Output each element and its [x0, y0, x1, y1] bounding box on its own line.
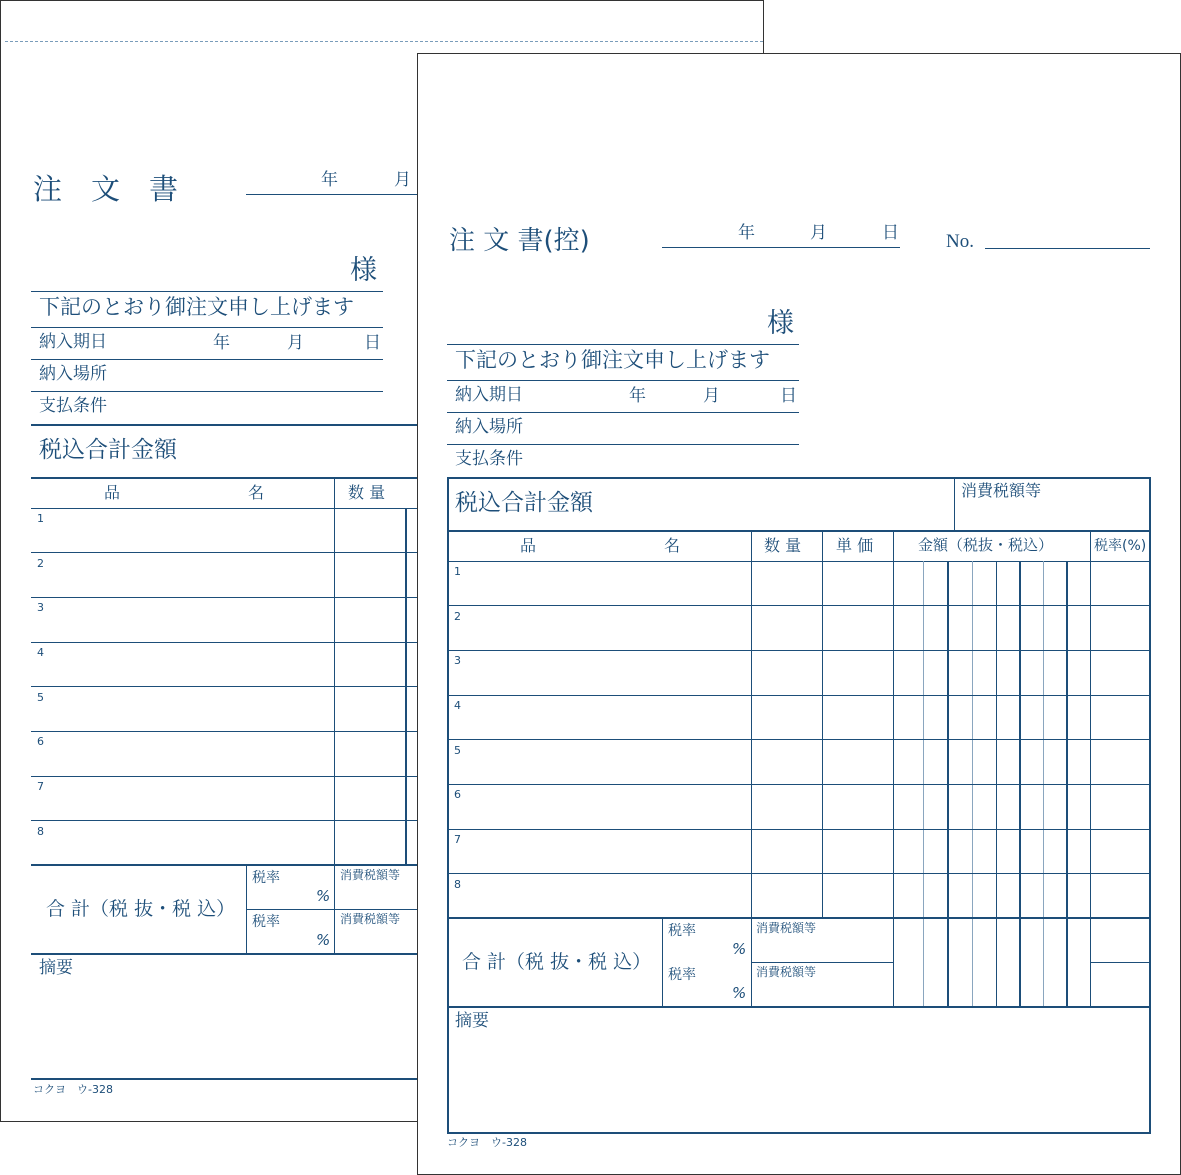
col-unit-price: 単 価 — [836, 536, 874, 555]
delivery-date-label: 納入期日 — [455, 385, 523, 405]
rule — [447, 561, 1151, 562]
row-number: 7 — [37, 780, 44, 793]
col-tax-rate: 税率(%) — [1094, 538, 1147, 554]
rule — [447, 784, 1151, 785]
rule — [31, 424, 431, 426]
col-qty: 数 量 — [348, 483, 386, 502]
sama-label: 様 — [767, 308, 794, 339]
remarks-label: 摘要 — [455, 1011, 489, 1031]
rule — [447, 530, 1151, 532]
rule — [31, 642, 431, 643]
rule — [31, 820, 431, 821]
row-number: 5 — [37, 691, 44, 704]
back-title: 注 文 書 — [33, 172, 179, 206]
row-number: 1 — [37, 512, 44, 525]
consumption-tax-header: 消費税額等 — [961, 481, 1042, 500]
rule — [31, 864, 431, 866]
sum-label: 合 計（税 抜・税 込） — [462, 951, 652, 973]
col-name: 名 — [248, 483, 265, 502]
row-number: 1 — [454, 565, 461, 578]
number-label: No. — [946, 231, 974, 252]
rule — [31, 552, 431, 553]
consumption-tax-label: 消費税額等 — [340, 912, 401, 926]
rule — [447, 412, 799, 413]
rule — [447, 605, 1151, 606]
delivery-date-day: 日 — [780, 386, 797, 406]
date-day: 日 — [882, 223, 899, 243]
rule — [31, 477, 431, 479]
percent-sign: % — [732, 940, 747, 958]
rule — [334, 478, 335, 865]
delivery-date-month: 月 — [703, 386, 720, 406]
payment-terms-label: 支払条件 — [39, 396, 107, 416]
rule — [1090, 962, 1150, 963]
tax-rate-label: 税率 — [668, 967, 696, 983]
footer-brand: コクヨ ウ-328 — [447, 1136, 527, 1149]
rule — [751, 531, 752, 918]
rule — [447, 444, 799, 445]
sum-label: 合 計（税 抜・税 込） — [46, 898, 236, 920]
date-month: 月 — [810, 223, 827, 243]
rule — [447, 1006, 1151, 1008]
rule — [31, 953, 431, 955]
row-number: 3 — [454, 654, 461, 667]
date-year: 年 — [738, 223, 755, 243]
rule — [31, 731, 431, 732]
row-number: 6 — [37, 735, 44, 748]
tax-rate-label: 税率 — [252, 870, 280, 886]
col-qty: 数 量 — [764, 536, 802, 555]
payment-terms-label: 支払条件 — [455, 449, 523, 469]
percent-sign: % — [316, 931, 331, 949]
percent-sign: % — [732, 984, 747, 1002]
perforation-line — [5, 41, 763, 42]
tax-rate-label: 税率 — [668, 923, 696, 939]
rule — [31, 508, 431, 509]
delivery-place-label: 納入場所 — [455, 417, 523, 437]
intro-text: 下記のとおり御注文申し上げます — [39, 295, 354, 319]
delivery-date-label: 納入期日 — [39, 332, 107, 352]
row-number: 5 — [454, 744, 461, 757]
rule — [893, 531, 894, 1008]
rule — [31, 327, 383, 328]
rule — [447, 873, 1151, 874]
number-line — [985, 248, 1150, 249]
consumption-tax-label: 消費税額等 — [756, 921, 817, 935]
row-number: 4 — [454, 699, 461, 712]
rule — [447, 477, 449, 1134]
footer-brand: コクヨ ウ-328 — [33, 1083, 113, 1096]
rule — [447, 1132, 1151, 1134]
rule — [31, 776, 431, 777]
row-number: 8 — [37, 825, 44, 838]
rule — [31, 359, 383, 360]
total-label: 税込合計金額 — [39, 437, 177, 463]
row-number: 2 — [454, 610, 461, 623]
total-label: 税込合計金額 — [455, 490, 593, 516]
delivery-date-year: 年 — [629, 386, 646, 406]
date-line — [246, 194, 421, 195]
rule — [662, 918, 663, 1007]
row-number: 6 — [454, 788, 461, 801]
rule — [31, 1078, 431, 1080]
row-number: 4 — [37, 646, 44, 659]
rule — [954, 478, 955, 531]
date-year: 年 — [321, 170, 338, 190]
row-number: 8 — [454, 878, 461, 891]
rule — [447, 739, 1151, 740]
row-number: 2 — [37, 557, 44, 570]
delivery-date-month: 月 — [287, 333, 304, 353]
rule — [822, 531, 823, 918]
rule — [447, 344, 799, 345]
sama-label: 様 — [350, 255, 377, 286]
consumption-tax-label: 消費税額等 — [340, 868, 401, 882]
front-order-form-copy — [417, 53, 1181, 1175]
rule — [447, 380, 799, 381]
rule — [447, 650, 1151, 651]
col-name: 名 — [664, 536, 681, 555]
front-title: 注 文 書(控) — [449, 226, 590, 256]
rule — [246, 909, 431, 910]
rule — [447, 477, 1151, 479]
date-line — [662, 247, 900, 248]
col-item: 品 — [520, 536, 537, 555]
delivery-place-label: 納入場所 — [39, 364, 107, 384]
col-amount: 金額（税抜・税込） — [918, 536, 1054, 554]
rule — [447, 695, 1151, 696]
rule — [447, 829, 1151, 830]
remarks-label: 摘要 — [39, 958, 73, 978]
col-item: 品 — [104, 483, 121, 502]
intro-text: 下記のとおり御注文申し上げます — [455, 348, 770, 372]
percent-sign: % — [316, 887, 331, 905]
rule — [31, 391, 383, 392]
delivery-date-year: 年 — [213, 333, 230, 353]
row-number: 3 — [37, 601, 44, 614]
rule — [31, 597, 431, 598]
tax-rate-label: 税率 — [252, 914, 280, 930]
rule — [1149, 477, 1151, 1134]
date-month: 月 — [394, 170, 411, 190]
row-number: 7 — [454, 833, 461, 846]
delivery-date-day: 日 — [364, 333, 381, 353]
rule — [1090, 531, 1091, 1008]
recipient-line — [31, 291, 383, 292]
rule — [447, 917, 1151, 919]
rule — [31, 686, 431, 687]
consumption-tax-label: 消費税額等 — [756, 965, 817, 979]
rule — [751, 962, 893, 963]
